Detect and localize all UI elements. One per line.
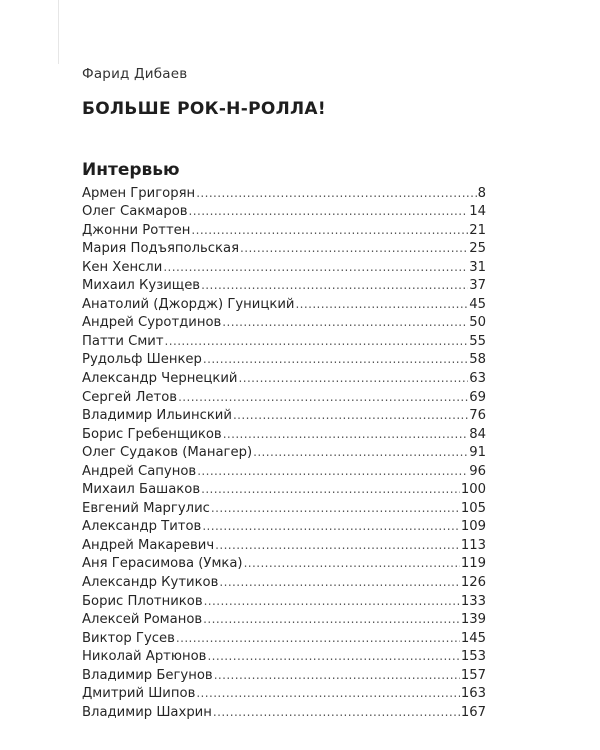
toc-dot-leader xyxy=(201,480,460,499)
toc-entry xyxy=(82,536,486,555)
toc-entry xyxy=(82,221,486,240)
toc-entry-page: 45 xyxy=(469,296,486,312)
toc-entry xyxy=(82,443,486,462)
toc-entry-page: 96 xyxy=(469,463,486,479)
toc-entry-name: Николай Артюнов xyxy=(82,649,207,665)
toc-entry xyxy=(82,295,486,314)
toc-entry-name: Александр Титов xyxy=(82,519,202,535)
toc-entry-page: 58 xyxy=(469,352,486,368)
toc-entry-page: 37 xyxy=(469,278,486,294)
toc-entry-page: 84 xyxy=(469,426,486,442)
toc-entry-page: 113 xyxy=(460,537,486,553)
toc-dot-leader xyxy=(213,703,460,722)
toc-entry-page: 119 xyxy=(460,556,486,572)
toc-dot-leader xyxy=(201,276,468,295)
toc-dot-leader xyxy=(211,499,460,518)
toc-entry-name: Евгений Маргулис xyxy=(82,500,210,516)
toc-dot-leader xyxy=(163,258,468,277)
toc-dot-leader xyxy=(178,388,468,407)
toc-dot-leader xyxy=(165,332,469,351)
toc-dot-leader xyxy=(214,666,460,685)
toc-entry xyxy=(82,647,486,666)
toc-entry xyxy=(82,703,486,722)
toc-entry-name: Сергей Летов xyxy=(82,389,178,405)
toc-entry xyxy=(82,629,486,648)
toc-entry xyxy=(82,425,486,444)
toc-dot-leader xyxy=(240,239,468,258)
toc-entry-name: Борис Гребенщиков xyxy=(82,426,222,442)
toc-entry-name: Андрей Макаревич xyxy=(82,537,215,553)
toc-entry-name: Владимир Ильинский xyxy=(82,408,232,424)
toc-dot-leader xyxy=(204,592,460,611)
toc-entry xyxy=(82,666,486,685)
toc-entry-name: Рудольф Шенкер xyxy=(82,352,202,368)
toc-entry xyxy=(82,258,486,277)
toc-dot-leader xyxy=(239,369,469,388)
toc-entry xyxy=(82,369,486,388)
toc-entry-name: Олег Судаков (Манагер) xyxy=(82,445,253,461)
toc-entry-page: 63 xyxy=(469,370,486,386)
toc-entry-name: Патти Смит xyxy=(82,333,164,349)
toc-entry xyxy=(82,684,486,703)
toc-entry-page: 100 xyxy=(460,482,486,498)
toc-dot-leader xyxy=(196,184,476,203)
toc-dot-leader xyxy=(223,425,469,444)
toc-dot-leader xyxy=(191,221,468,240)
toc-entry-page: 105 xyxy=(460,500,486,516)
toc-entry-name: Армен Григорян xyxy=(82,185,196,201)
toc-entry-page: 55 xyxy=(469,333,486,349)
toc-entry-name: Владимир Бегунов xyxy=(82,667,213,683)
toc-entry-page: 163 xyxy=(460,686,486,702)
section-title: Интервью xyxy=(82,160,180,180)
toc-entry-page: 126 xyxy=(460,574,486,590)
table-of-contents xyxy=(82,184,486,722)
toc-entry-name: Аня Герасимова (Умка) xyxy=(82,556,243,572)
toc-dot-leader xyxy=(203,610,460,629)
toc-entry-name: Андрей Сапунов xyxy=(82,463,197,479)
toc-entry-name: Виктор Гусев xyxy=(82,630,175,646)
toc-entry xyxy=(82,332,486,351)
toc-entry-page: 21 xyxy=(469,222,486,238)
toc-dot-leader xyxy=(196,684,459,703)
author-name: Фарид Дибаев xyxy=(82,66,188,82)
toc-dot-leader xyxy=(244,554,460,573)
toc-entry-name: Михаил Башаков xyxy=(82,482,201,498)
page-edge-line xyxy=(58,0,59,64)
toc-entry-page: 25 xyxy=(469,241,486,257)
toc-entry xyxy=(82,499,486,518)
toc-entry-page: 133 xyxy=(460,593,486,609)
toc-entry-page: 14 xyxy=(469,204,486,220)
toc-entry-name: Дмитрий Шипов xyxy=(82,686,196,702)
toc-dot-leader xyxy=(222,313,468,332)
toc-entry-name: Анатолий (Джордж) Гуницкий xyxy=(82,296,295,312)
toc-entry-page: 50 xyxy=(469,315,486,331)
toc-entry-name: Александр Кутиков xyxy=(82,574,219,590)
toc-dot-leader xyxy=(202,517,460,536)
toc-entry-name: Борис Плотников xyxy=(82,593,203,609)
toc-entry-name: Александр Чернецкий xyxy=(82,370,238,386)
toc-entry-name: Олег Сакмаров xyxy=(82,204,188,220)
toc-entry-name: Андрей Суротдинов xyxy=(82,315,222,331)
toc-dot-leader xyxy=(197,462,468,481)
toc-entry xyxy=(82,313,486,332)
toc-entry xyxy=(82,202,486,221)
toc-entry xyxy=(82,592,486,611)
toc-entry-name: Кен Хенсли xyxy=(82,259,163,275)
toc-entry xyxy=(82,480,486,499)
toc-entry xyxy=(82,610,486,629)
toc-entry-page: 109 xyxy=(460,519,486,535)
toc-entry-page: 153 xyxy=(460,649,486,665)
toc-entry-page: 31 xyxy=(469,259,486,275)
toc-dot-leader xyxy=(176,629,460,648)
toc-entry-page: 76 xyxy=(469,408,486,424)
toc-entry-name: Джонни Роттен xyxy=(82,222,191,238)
toc-entry-page: 157 xyxy=(460,667,486,683)
toc-entry xyxy=(82,184,486,203)
toc-entry-name: Владимир Шахрин xyxy=(82,704,212,720)
toc-dot-leader xyxy=(189,202,469,221)
toc-entry xyxy=(82,517,486,536)
book-title: БОЛЬШЕ РОК-Н-РОЛЛА! xyxy=(82,99,326,119)
toc-entry xyxy=(82,388,486,407)
toc-dot-leader xyxy=(295,295,468,314)
toc-entry-page: 139 xyxy=(460,612,486,628)
toc-dot-leader xyxy=(253,443,468,462)
toc-entry-page: 145 xyxy=(460,630,486,646)
toc-dot-leader xyxy=(215,536,460,555)
toc-entry xyxy=(82,462,486,481)
toc-dot-leader xyxy=(203,350,468,369)
toc-entry xyxy=(82,350,486,369)
toc-entry-page: 167 xyxy=(460,704,486,720)
toc-entry xyxy=(82,239,486,258)
toc-entry xyxy=(82,406,486,425)
toc-entry-name: Алексей Романов xyxy=(82,612,203,628)
toc-entry-name: Мария Подъяпольская xyxy=(82,241,240,257)
toc-entry-page: 91 xyxy=(469,445,486,461)
toc-dot-leader xyxy=(219,573,459,592)
toc-entry-name: Михаил Кузищев xyxy=(82,278,201,294)
toc-dot-leader xyxy=(233,406,468,425)
toc-entry-page: 69 xyxy=(469,389,486,405)
toc-entry xyxy=(82,554,486,573)
toc-entry xyxy=(82,276,486,295)
toc-entry-page: 8 xyxy=(477,185,486,201)
toc-entry xyxy=(82,573,486,592)
toc-dot-leader xyxy=(207,647,459,666)
